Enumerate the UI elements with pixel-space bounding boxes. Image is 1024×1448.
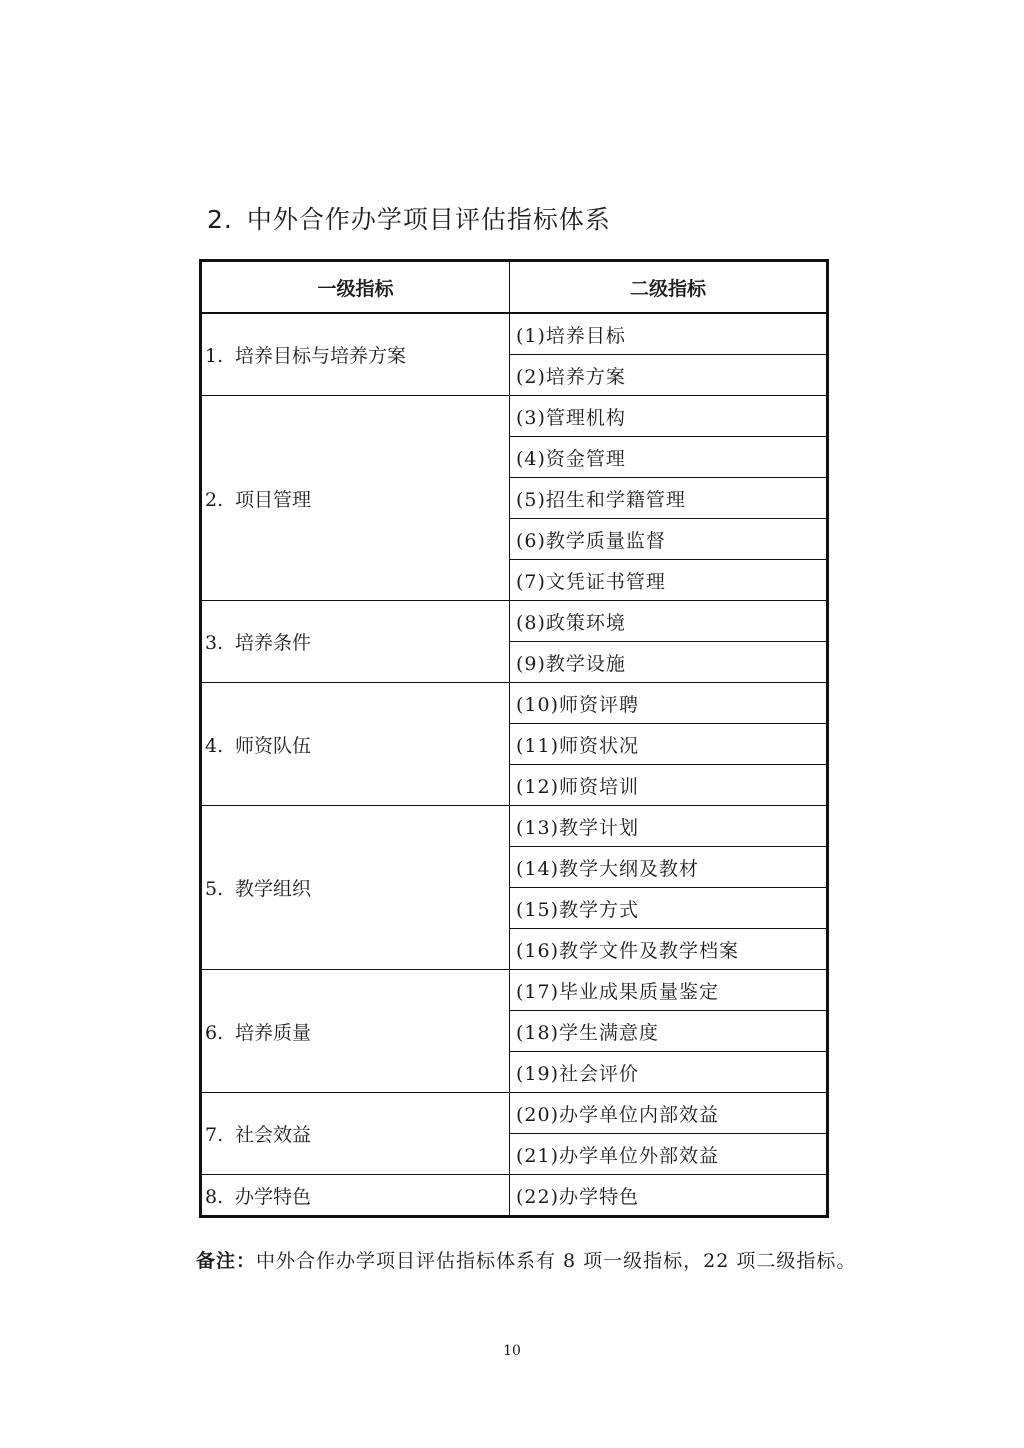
level2-indicator: (21)办学单位外部效益	[510, 1134, 828, 1175]
indicator-table	[199, 259, 829, 1218]
header-level1: 一级指标	[201, 261, 510, 314]
footnote-label: 备注：	[196, 1250, 257, 1272]
level1-label: 办学特色	[235, 1185, 312, 1208]
level2-indicator: (13)教学计划	[510, 806, 828, 847]
table-row	[201, 601, 828, 642]
level2-indicator: (10)师资评聘	[510, 683, 828, 724]
level1-number: 2.	[205, 488, 224, 511]
level1-number: 1.	[205, 345, 224, 367]
footnote	[196, 1246, 856, 1273]
level1-indicator	[201, 313, 510, 396]
level1-number: 7.	[205, 1124, 224, 1146]
table-row	[201, 396, 828, 437]
level2-indicator: (19)社会评价	[510, 1052, 828, 1093]
table-row	[201, 970, 828, 1011]
section-title	[207, 200, 611, 236]
level2-indicator: (5)招生和学籍管理	[510, 478, 828, 519]
table-row	[201, 313, 828, 355]
level2-indicator: (18)学生满意度	[510, 1011, 828, 1052]
level2-indicator: (8)政策环境	[510, 601, 828, 642]
table-row	[201, 1175, 828, 1217]
section-title-text: 中外合作办学项目评估指标体系	[246, 205, 611, 234]
level2-indicator: (22)办学特色	[510, 1175, 828, 1217]
level1-indicator	[201, 806, 510, 970]
level1-number: 6.	[205, 1021, 224, 1044]
header-level2: 二级指标	[510, 261, 828, 314]
level2-indicator: (1)培养目标	[510, 313, 828, 355]
level1-indicator	[201, 601, 510, 683]
section-number: 2.	[207, 205, 233, 234]
level2-indicator: (2)培养方案	[510, 355, 828, 396]
level2-indicator: (15)教学方式	[510, 888, 828, 929]
level1-indicator	[201, 683, 510, 806]
level2-indicator: (7)文凭证书管理	[510, 560, 828, 601]
level2-indicator: (20)办学单位内部效益	[510, 1093, 828, 1134]
table-header-row	[201, 261, 828, 314]
level2-indicator: (14)教学大纲及教材	[510, 847, 828, 888]
level1-indicator	[201, 970, 510, 1093]
level2-indicator: (9)教学设施	[510, 642, 828, 683]
level2-indicator: (17)毕业成果质量鉴定	[510, 970, 828, 1011]
level1-label: 培养条件	[235, 632, 312, 654]
level1-number: 8.	[205, 1185, 224, 1208]
level1-indicator	[201, 1093, 510, 1175]
level1-label: 培养质量	[235, 1021, 312, 1044]
level2-indicator: (11)师资状况	[510, 724, 828, 765]
table-row	[201, 806, 828, 847]
level2-indicator: (16)教学文件及教学档案	[510, 929, 828, 970]
level2-indicator: (12)师资培训	[510, 765, 828, 806]
level1-label: 培养目标与培养方案	[235, 345, 407, 367]
level1-number: 3.	[205, 632, 224, 654]
level2-indicator: (6)教学质量监督	[510, 519, 828, 560]
level2-indicator: (3)管理机构	[510, 396, 828, 437]
level1-indicator	[201, 396, 510, 601]
level1-label: 师资队伍	[235, 734, 312, 757]
level2-indicator: (4)资金管理	[510, 437, 828, 478]
level1-label: 教学组织	[235, 878, 312, 900]
level1-number: 5.	[205, 878, 224, 900]
level1-number: 4.	[205, 734, 224, 757]
table-body	[201, 313, 828, 1217]
page-number: 10	[503, 1343, 521, 1359]
table-row	[201, 683, 828, 724]
level1-label: 项目管理	[235, 488, 312, 511]
level1-indicator	[201, 1175, 510, 1217]
footnote-text: 中外合作办学项目评估指标体系有 8 项一级指标，22 项二级指标。	[256, 1250, 857, 1272]
table-row	[201, 1093, 828, 1134]
level1-label: 社会效益	[235, 1124, 312, 1146]
